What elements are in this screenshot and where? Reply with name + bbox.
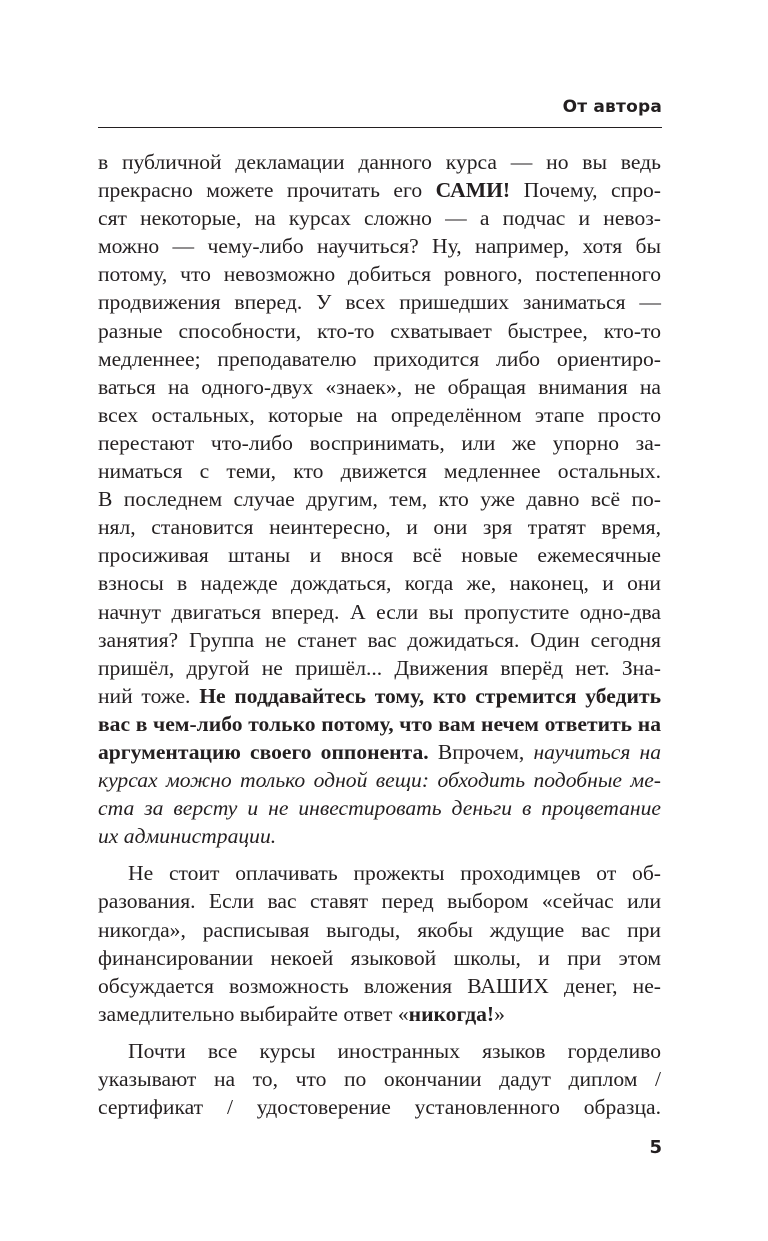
text-run: » [494,1001,505,1026]
text-line [98,1065,661,1093]
text-line [98,204,661,232]
text-run: начнут двигаться вперед. А если вы пропустите одно-два [98,599,661,624]
text-line [98,626,661,654]
text-line [98,401,661,429]
text-run: В последнем случае другим, тем, кто уже давно всё по- [98,487,661,512]
text-run: прекрасно можете прочитать его [98,178,436,203]
italic-run: курсах можно только одной вещи: обходить подобные ме- [98,768,661,793]
text-line [98,738,661,766]
text-run: обсуждается возможность вложения ВАШИХ денег, не- [98,973,661,998]
text-line [98,485,661,513]
text-run: Не стоит оплачивать прожекты проходимцев от об- [128,861,661,886]
text-run: занятия? Группа не станет вас дожидаться. Один сегодня [98,627,661,652]
text-run: разные способности, кто-то схватывает быстрее, кто-то [98,318,661,343]
text-run: в публичной декламации данного курса — но вы ведь [98,150,661,174]
text-line [98,887,661,915]
text-line [98,176,661,204]
bold-run: САМИ! [435,178,511,203]
text-line [98,345,661,373]
text-run: разования. Если вас ставят перед выбором «сейчас или [98,889,661,914]
text-line [98,569,661,597]
bold-run: Не поддавайтесь тому, кто стремится убедить [199,683,661,708]
text-line [98,288,661,316]
text-run: финансировании некоей языковой школы, и при этом [98,945,661,970]
text-line [98,373,661,401]
text-line [98,148,661,176]
text-line [98,513,661,541]
text-line [98,766,661,794]
text-run: потому, что невозможно добиться ровного, постепенного [98,262,661,287]
text-line [98,429,661,457]
text-run: нял, становится неинтересно, и они зря тратят время, [98,515,661,540]
text-run: перестают что-либо воспринимать, или же упорно за- [98,430,661,455]
text-line [98,260,661,288]
text-line [98,1000,661,1028]
text-line [98,859,661,887]
text-run: ниматься с теми, кто движется медленнее остальных. [98,459,661,484]
text-line [98,541,661,569]
text-run: пришёл, другой не пришёл... Движения вперёд нет. Зна- [98,655,661,680]
text-run: указывают на то, что по окончании дадут диплом / [98,1067,661,1091]
text-line [98,457,661,485]
bold-run: никогда! [408,1001,495,1026]
text-run: медленнее; преподавателю приходится либо ориентиро- [98,346,661,371]
page-body [98,148,661,1121]
text-line [98,1093,661,1121]
bold-run: аргументацию своего оппонента. [98,739,429,764]
text-line [98,317,661,345]
text-line [98,794,661,822]
text-line [98,598,661,626]
text-run: Почему, спро- [510,178,661,203]
italic-run: их администрации. [98,824,277,849]
text-run: можно — чему-либо научиться? Ну, например, хотя бы [98,234,661,259]
text-run: просиживая штаны и внося всё новые ежемесячные [98,543,661,568]
paragraph [98,148,661,850]
page-number: 5 [649,1137,662,1158]
text-line [98,916,661,944]
text-run: сертификат / удостоверение установленного образца. [98,1095,661,1120]
text-run: сят некоторые, на курсах сложно — а подчас и невоз- [98,206,661,231]
text-run: Почти все курсы иностранных языков горделиво [128,1038,661,1063]
text-line [98,822,661,850]
italic-run: научиться на [533,739,662,764]
italic-run: ста за версту и не инвестировать деньги в процветание [98,796,661,821]
text-run: замедлительно выбирайте ответ « [98,1001,409,1026]
text-run: никогда», расписывая выгоды, якобы ждущие вас при [98,917,661,942]
text-run: Впрочем, [428,739,534,764]
text-line [98,710,661,738]
paragraph [98,1037,661,1121]
paragraph [98,859,661,1028]
text-line [98,1037,661,1065]
text-run: ваться на одного-двух «знаек», не обращая внимания на [98,374,661,399]
text-line [98,972,661,1000]
text-line [98,232,661,260]
header-divider [98,127,662,128]
text-line [98,654,661,682]
text-line [98,682,661,710]
text-run: ний тоже. [98,683,200,708]
bold-run: вас в чем-либо только потому, что вам нечем ответить на [98,711,661,736]
running-head-title: От автора [562,97,662,117]
text-run: взносы в надежде дождаться, когда же, наконец, и они [98,571,661,596]
text-run: продвижения вперед. У всех пришедших заниматься — [98,290,661,315]
text-line [98,944,661,972]
text-run: всех остальных, которые на определённом этапе просто [98,402,661,427]
